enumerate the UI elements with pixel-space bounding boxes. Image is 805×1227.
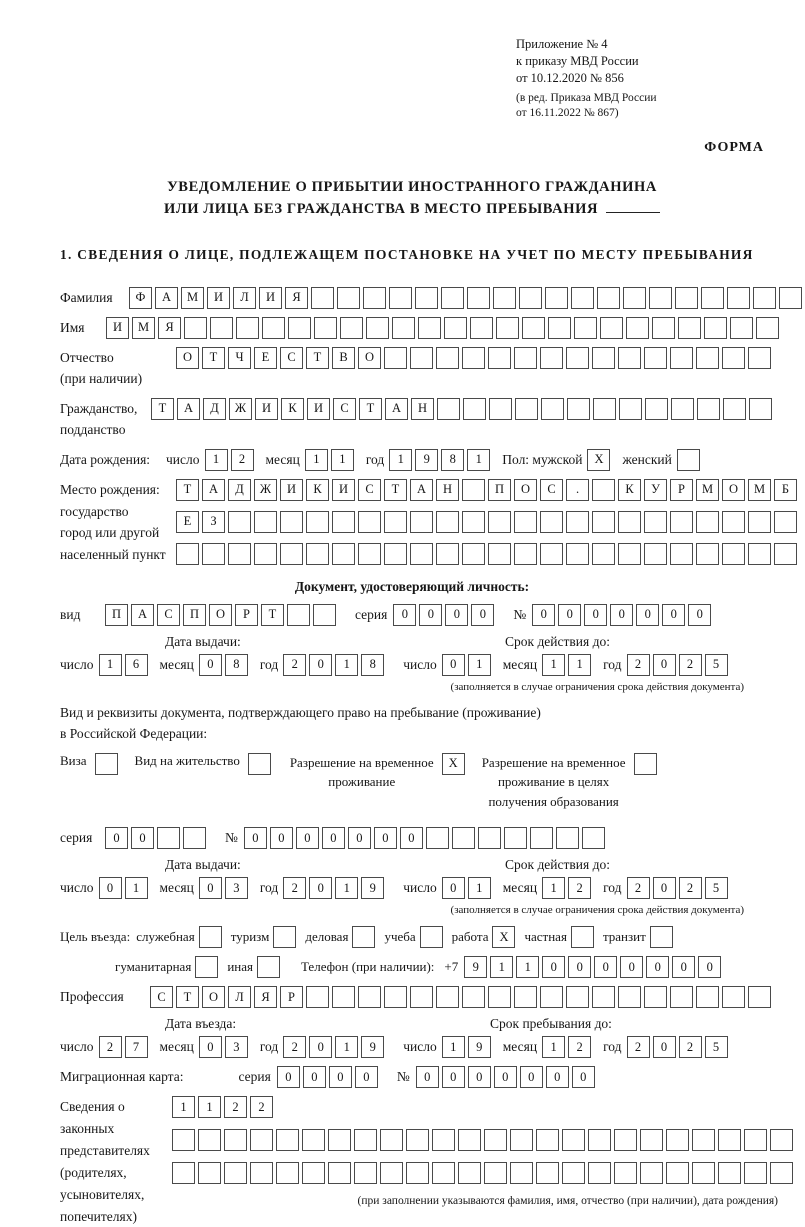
birth-place-boxes [176, 479, 800, 575]
temp-residence-label-line2: проживание [328, 774, 396, 790]
edu-residence-label [482, 753, 626, 812]
purpose-option-label: транзит [602, 929, 646, 945]
purpose-option-label: гуманитарная [115, 959, 192, 975]
entry-month-boxes[interactable]: 0 3 [199, 1036, 251, 1058]
stay-issued-day-boxes[interactable]: 0 1 [99, 877, 151, 899]
day-label: число [60, 656, 94, 672]
sex-male-checkbox[interactable]: X [587, 449, 613, 471]
profession-boxes[interactable]: С Т О Л Я Р [150, 986, 774, 1008]
residence-permit-option [135, 753, 274, 775]
stay-doc-series-boxes[interactable]: 0 0 [105, 827, 209, 849]
stay-doc-dates-row [60, 877, 764, 899]
temp-residence-checkbox[interactable]: X [442, 753, 468, 775]
entry-dates-head [60, 1016, 764, 1032]
edu-residence-checkbox[interactable] [634, 753, 660, 775]
birth-year-boxes[interactable]: 1 9 8 1 [389, 449, 493, 471]
stay-doc-dates-head [60, 857, 764, 873]
citizenship-label [60, 398, 151, 441]
migration-card-number-boxes[interactable]: 0 0 0 0 0 0 0 [416, 1066, 598, 1088]
visa-checkbox[interactable] [95, 753, 121, 775]
birth-month-label: месяц [265, 451, 300, 467]
purpose-row-2 [115, 956, 764, 978]
patronymic-row [60, 347, 764, 390]
birth-place-row1-boxes[interactable]: Т А Д Ж И К И С Т А Н П О С . К У Р М О М Б [176, 479, 800, 501]
visa-label: Виза [60, 752, 87, 768]
purpose-option-label: частная [524, 929, 567, 945]
identity-valid-month-boxes[interactable]: 1 1 [542, 654, 594, 676]
stay-doc-series-row [60, 827, 764, 849]
birth-place-label-line1: Место рождения: [60, 481, 160, 497]
purpose-option-label: иная [227, 959, 253, 975]
migration-card-series-label: серия [238, 1069, 271, 1085]
annex-reference [516, 36, 764, 122]
surname-label: Фамилия [60, 289, 113, 305]
representatives-label-line4: (родителях, [60, 1164, 127, 1180]
stay-doc-issued-date [60, 877, 387, 899]
birth-place-label-line2: государство [60, 503, 129, 519]
stay-doc-valid-label: Срок действия до: [505, 857, 610, 873]
year-label: год [603, 656, 622, 672]
form-title-line1: УВЕДОМЛЕНИЕ О ПРИБЫТИИ ИНОСТРАННОГО ГРАЖДАНИНА [167, 178, 657, 195]
year-label: год [259, 1039, 279, 1055]
purpose-option-tourism [231, 926, 300, 948]
purpose-option-work [452, 926, 519, 948]
day-label: число [403, 880, 437, 896]
annex-line-1: Приложение № 4 [516, 37, 608, 51]
identity-doc-series-boxes[interactable]: 0 0 0 0 [393, 604, 497, 626]
residence-permit-label: Вид на жительство [134, 752, 240, 768]
stay-until-month-boxes[interactable]: 1 2 [542, 1036, 594, 1058]
identity-doc-valid-date [403, 654, 730, 676]
annex-line-2: к приказу МВД России [516, 53, 639, 68]
given-name-label: Имя [60, 319, 85, 335]
purpose-option-humanitarian [115, 956, 221, 978]
sex-female-label: женский [622, 451, 672, 467]
stay-doc-series-label: серия [60, 830, 93, 846]
edu-residence-label-line1: Разрешение на временное [481, 754, 626, 770]
entry-date-label: Дата въезда: [165, 1016, 237, 1032]
residence-permit-checkbox[interactable] [248, 753, 274, 775]
stay-doc-intro-line1: Вид и реквизиты документа, подтверждающего право на пребывание (проживание) [60, 704, 541, 720]
annex-edit-line-1: (в ред. Приказа МВД России [516, 91, 657, 104]
month-label: месяц [159, 880, 194, 896]
purpose-option-commercial [305, 926, 378, 948]
annex-edit-line-2: от 16.11.2022 № 867) [516, 107, 619, 120]
citizenship-row [60, 398, 764, 441]
identity-doc-number-boxes[interactable]: 0 0 0 0 0 0 0 [532, 604, 714, 626]
year-label: год [259, 656, 279, 672]
entry-date [60, 1036, 387, 1058]
purpose-tourism-checkbox[interactable] [273, 926, 299, 948]
identity-valid-day-boxes[interactable]: 0 1 [442, 654, 494, 676]
purpose-study-checkbox[interactable] [420, 926, 446, 948]
representatives-label-line6: попечителях) [60, 1208, 137, 1224]
purpose-humanitarian-checkbox[interactable] [195, 956, 221, 978]
profession-label: Профессия [60, 989, 124, 1005]
birth-place-row2-boxes[interactable]: Е З [176, 511, 800, 533]
representatives-label-line5: усыновителях, [60, 1186, 145, 1202]
patronymic-label-note: (при наличии) [60, 371, 143, 387]
given-name-row [60, 317, 764, 339]
stay-doc-permit-options [60, 753, 764, 812]
purpose-commercial-checkbox[interactable] [352, 926, 378, 948]
annex-line-3: от 10.12.2020 № 856 [516, 70, 624, 85]
citizenship-boxes[interactable]: Т А Д Ж И К И С Т А Н [151, 398, 775, 420]
stay-until-year-boxes[interactable]: 2 0 2 5 [627, 1036, 731, 1058]
identity-doc-issued-label: Дата выдачи: [165, 633, 241, 649]
day-label: число [60, 1039, 94, 1055]
purpose-business-checkbox[interactable] [199, 926, 225, 948]
birth-place-label-line4: населенный пункт [60, 546, 166, 562]
representatives-block [60, 1096, 778, 1227]
given-name-boxes[interactable]: И М Я [106, 317, 782, 339]
sex-female-checkbox[interactable] [677, 449, 703, 471]
entry-year-boxes[interactable]: 2 0 1 9 [283, 1036, 387, 1058]
migration-card-number-label: № [396, 1069, 410, 1085]
month-label: месяц [159, 1039, 194, 1055]
purpose-option-label: учеба [384, 929, 416, 945]
entry-day-boxes[interactable]: 2 7 [99, 1036, 151, 1058]
citizenship-label-line2: подданство [60, 422, 126, 438]
month-label: месяц [502, 880, 538, 896]
sex-male-label: Пол: мужской [502, 451, 583, 467]
profession-row [60, 986, 764, 1008]
birth-month-boxes[interactable]: 1 1 [305, 449, 357, 471]
temp-residence-label [290, 753, 434, 792]
purpose-work-checkbox[interactable]: X [492, 926, 518, 948]
birth-place-label [60, 479, 176, 565]
temp-residence-label-line1: Разрешение на временное [289, 754, 434, 770]
identity-valid-year-boxes[interactable]: 2 0 2 5 [627, 654, 731, 676]
year-label: год [259, 880, 279, 896]
purpose-other-checkbox[interactable] [257, 956, 283, 978]
stay-doc-valid-note: (заполняется в случае ограничения срока действия документа) [450, 904, 744, 917]
migration-card-label: Миграционная карта: [60, 1069, 184, 1085]
stay-issued-year-boxes[interactable]: 2 0 1 9 [283, 877, 387, 899]
patronymic-boxes[interactable]: О Т Ч Е С Т В О [176, 347, 774, 369]
patronymic-label [60, 347, 176, 390]
phone-boxes[interactable]: 9 1 1 0 0 0 0 0 0 0 [464, 956, 724, 978]
month-label: месяц [502, 656, 538, 672]
representatives-row1-boxes[interactable]: 1 1 2 2 [172, 1096, 796, 1118]
purpose-label: Цель въезда: [60, 929, 131, 945]
purpose-option-label: туризм [230, 929, 270, 945]
purpose-option-transit [603, 926, 676, 948]
migration-card-row [60, 1066, 764, 1088]
birth-date-row [60, 449, 764, 471]
edu-residence-option [482, 753, 660, 812]
form-title [60, 176, 764, 221]
identity-doc-valid-label: Срок действия до: [505, 633, 610, 649]
birth-date-label: Дата рождения: [60, 451, 151, 467]
stay-doc-number-label: № [225, 830, 238, 846]
purpose-private-checkbox[interactable] [571, 926, 597, 948]
visa-option [60, 753, 121, 775]
phone-prefix: +7 [444, 959, 459, 975]
citizenship-label-line1: Гражданство, [60, 400, 138, 416]
temp-residence-option [290, 753, 468, 792]
stay-issued-month-boxes[interactable]: 0 3 [199, 877, 251, 899]
stay-until-day-boxes[interactable]: 1 9 [442, 1036, 494, 1058]
identity-doc-valid-note: (заполняется в случае ограничения срока действия документа) [450, 680, 744, 693]
patronymic-label-text: Отчество [60, 349, 114, 365]
surname-boxes[interactable]: Ф А М И Л И Я [129, 287, 805, 309]
edu-residence-label-line2: проживание в целях [497, 774, 610, 790]
purpose-option-other [227, 956, 283, 978]
identity-doc-kind-label: вид [60, 606, 81, 622]
identity-doc-series-label: серия [355, 606, 388, 622]
representatives-label [60, 1096, 172, 1227]
stay-valid-month-boxes[interactable]: 1 2 [542, 877, 594, 899]
surname-row [60, 287, 764, 309]
month-label: месяц [159, 656, 194, 672]
purpose-option-label: служебная [136, 929, 195, 945]
birth-day-label: число [166, 451, 200, 467]
stay-until-label: Срок пребывания до: [490, 1016, 612, 1032]
year-label: год [603, 880, 622, 896]
stay-doc-valid-date [403, 877, 730, 899]
stay-until-date [403, 1036, 730, 1058]
identity-doc-kind-row [60, 604, 764, 626]
birth-place-row3-boxes[interactable] [176, 543, 800, 565]
stay-doc-intro-line2: в Российской Федерации: [60, 725, 208, 741]
purpose-option-business [136, 926, 225, 948]
purpose-row [60, 926, 764, 948]
birth-place-block [60, 479, 790, 575]
section1-heading: 1. СВЕДЕНИЯ О ЛИЦЕ, ПОДЛЕЖАЩЕМ ПОСТАНОВКЕ НА УЧЕТ ПО МЕСТУ ПРЕБЫВАНИЯ [60, 246, 754, 262]
entry-dates-row [60, 1036, 764, 1058]
stay-doc-intro [60, 703, 764, 745]
birth-year-label: год [365, 451, 385, 467]
month-label: месяц [502, 1039, 538, 1055]
identity-issued-month-boxes[interactable]: 0 8 [199, 654, 251, 676]
identity-doc-dates-row [60, 654, 764, 676]
identity-issued-year-boxes[interactable]: 2 0 1 8 [283, 654, 387, 676]
birth-day-boxes[interactable]: 1 2 [205, 449, 257, 471]
stay-doc-issued-label: Дата выдачи: [165, 857, 241, 873]
year-label: год [603, 1039, 622, 1055]
edu-residence-label-line3: получения образования [488, 793, 619, 809]
purpose-option-label: деловая [305, 929, 349, 945]
purpose-option-private [524, 926, 596, 948]
representatives-label-line1: Сведения о [60, 1099, 125, 1115]
stay-valid-year-boxes[interactable]: 2 0 2 5 [627, 877, 731, 899]
forma-label: ФОРМА [704, 139, 764, 155]
day-label: число [403, 1039, 437, 1055]
identity-doc-kind-boxes[interactable]: П А С П О Р Т [105, 604, 339, 626]
representatives-row3-boxes[interactable] [172, 1162, 796, 1184]
identity-doc-heading: Документ, удостоверяющий личность: [294, 578, 530, 594]
representatives-label-line3: представителях [60, 1143, 150, 1159]
title-blank-line [606, 200, 660, 213]
identity-doc-issued-date [60, 654, 387, 676]
stay-valid-day-boxes[interactable]: 0 1 [442, 877, 494, 899]
representatives-boxes [172, 1096, 796, 1207]
stay-doc-number-boxes[interactable]: 0 0 0 0 0 0 0 [244, 827, 608, 849]
representatives-label-line2: законных [60, 1121, 115, 1137]
day-label: число [403, 656, 437, 672]
identity-issued-day-boxes[interactable]: 1 6 [99, 654, 151, 676]
purpose-option-label: работа [451, 929, 489, 945]
purpose-transit-checkbox[interactable] [650, 926, 676, 948]
representatives-note: (при заполнении указываются фамилия, имя, отчество (при наличии), дата рождения) [357, 1195, 778, 1208]
identity-doc-number-label: № [513, 606, 527, 622]
form-title-line2-text: ИЛИ ЛИЦА БЕЗ ГРАЖДАНСТВА В МЕСТО ПРЕБЫВАНИЯ [163, 201, 599, 218]
representatives-row2-boxes[interactable] [172, 1129, 796, 1151]
purpose-option-study [384, 926, 445, 948]
form-title-line2 [60, 198, 764, 220]
identity-doc-dates-head [60, 634, 764, 650]
migration-card-series-boxes[interactable]: 0 0 0 0 [277, 1066, 381, 1088]
day-label: число [60, 880, 94, 896]
phone-label: Телефон (при наличии): [300, 959, 435, 975]
birth-place-label-line3: город или другой [60, 525, 160, 541]
